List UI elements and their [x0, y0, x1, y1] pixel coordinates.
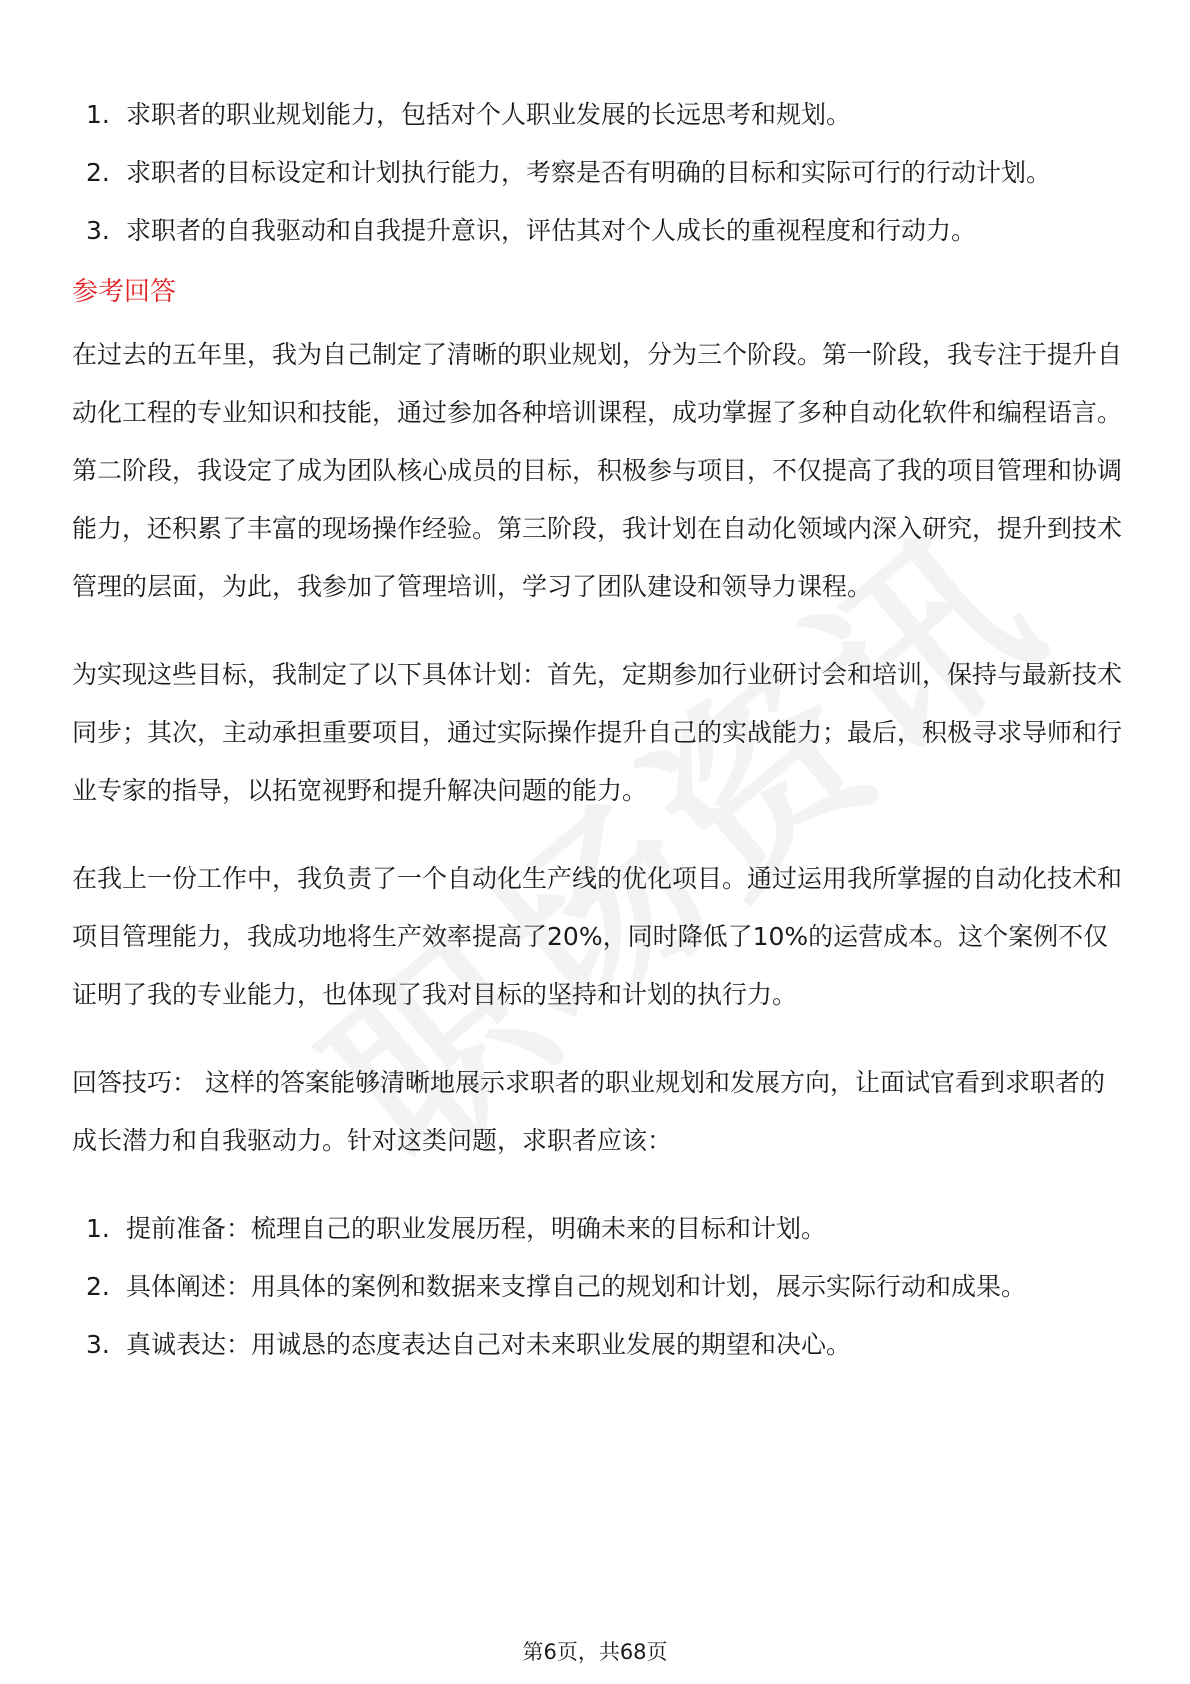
list-item-text: 具体阐述：用具体的案例和数据来支撑自己的规划和计划，展示实际行动和成果。: [126, 1272, 1027, 1301]
list-item-number: 2.: [86, 1272, 110, 1301]
list-item-number: 1.: [86, 100, 110, 129]
list-item-number: 1.: [86, 1214, 110, 1243]
list-item-text: 真诚表达：用诚恳的态度表达自己对未来职业发展的期望和决心。: [126, 1330, 852, 1359]
list-item-text: 求职者的自我驱动和自我提升意识，评估其对个人成长的重视程度和行动力。: [126, 216, 977, 245]
tips-list: [72, 1200, 1124, 1374]
list-item-text: 提前准备：梳理自己的职业发展历程，明确未来的目标和计划。: [126, 1214, 827, 1243]
answer-paragraph: 为实现这些目标，我制定了以下具体计划：首先，定期参加行业研讨会和培训，保持与最新技术同步；其次，主动承担重要项目，通过实际操作提升自己的实战能力；最后，积极寻求导师和行业专家的指导，以拓宽视野和提升解决问题的能力。: [72, 660, 1123, 805]
page-content: [72, 86, 1124, 1374]
list-item: [72, 1258, 1124, 1316]
list-item: [72, 1316, 1124, 1374]
answer-paragraph: 在过去的五年里，我为自己制定了清晰的职业规划，分为三个阶段。第一阶段，我专注于提升自动化工程的专业知识和技能，通过参加各种培训课程，成功掌握了多种自动化软件和编程语言。第二阶段，我设定了成为团队核心成员的目标，积极参与项目，不仅提高了我的项目管理和协调能力，还积累了丰富的现场操作经验。第三阶段，我计划在自动化领域内深入研究，提升到技术管理的层面，为此，我参加了管理培训，学习了团队建设和领导力课程。: [72, 340, 1123, 601]
page-number-footer: 第6页，共68页: [522, 1640, 668, 1664]
list-item-number: 3.: [86, 216, 110, 245]
answer-paragraph: 在我上一份工作中，我负责了一个自动化生产线的优化项目。通过运用我所掌握的自动化技术和项目管理能力，我成功地将生产效率提高了20%，同时降低了10%的运营成本。这个案例不仅证明了我的专业能力，也体现了我对目标的坚持和计划的执行力。: [72, 864, 1123, 1009]
list-item-number: 2.: [86, 158, 110, 187]
list-item: [72, 86, 1124, 144]
list-item: [72, 202, 1124, 260]
list-item: [72, 1200, 1124, 1258]
list-item: [72, 144, 1124, 202]
list-item-number: 3.: [86, 1330, 110, 1359]
evaluation-points-list: [72, 86, 1124, 260]
list-item-text: 求职者的目标设定和计划执行能力，考察是否有明确的目标和实际可行的行动计划。: [126, 158, 1052, 187]
tips-intro-paragraph: 回答技巧： 这样的答案能够清晰地展示求职者的职业规划和发展方向，让面试官看到求职者的成长潜力和自我驱动力。针对这类问题，求职者应该：: [72, 1068, 1105, 1155]
list-item-text: 求职者的职业规划能力，包括对个人职业发展的长远思考和规划。: [126, 100, 852, 129]
section-title: 参考回答: [72, 277, 177, 307]
